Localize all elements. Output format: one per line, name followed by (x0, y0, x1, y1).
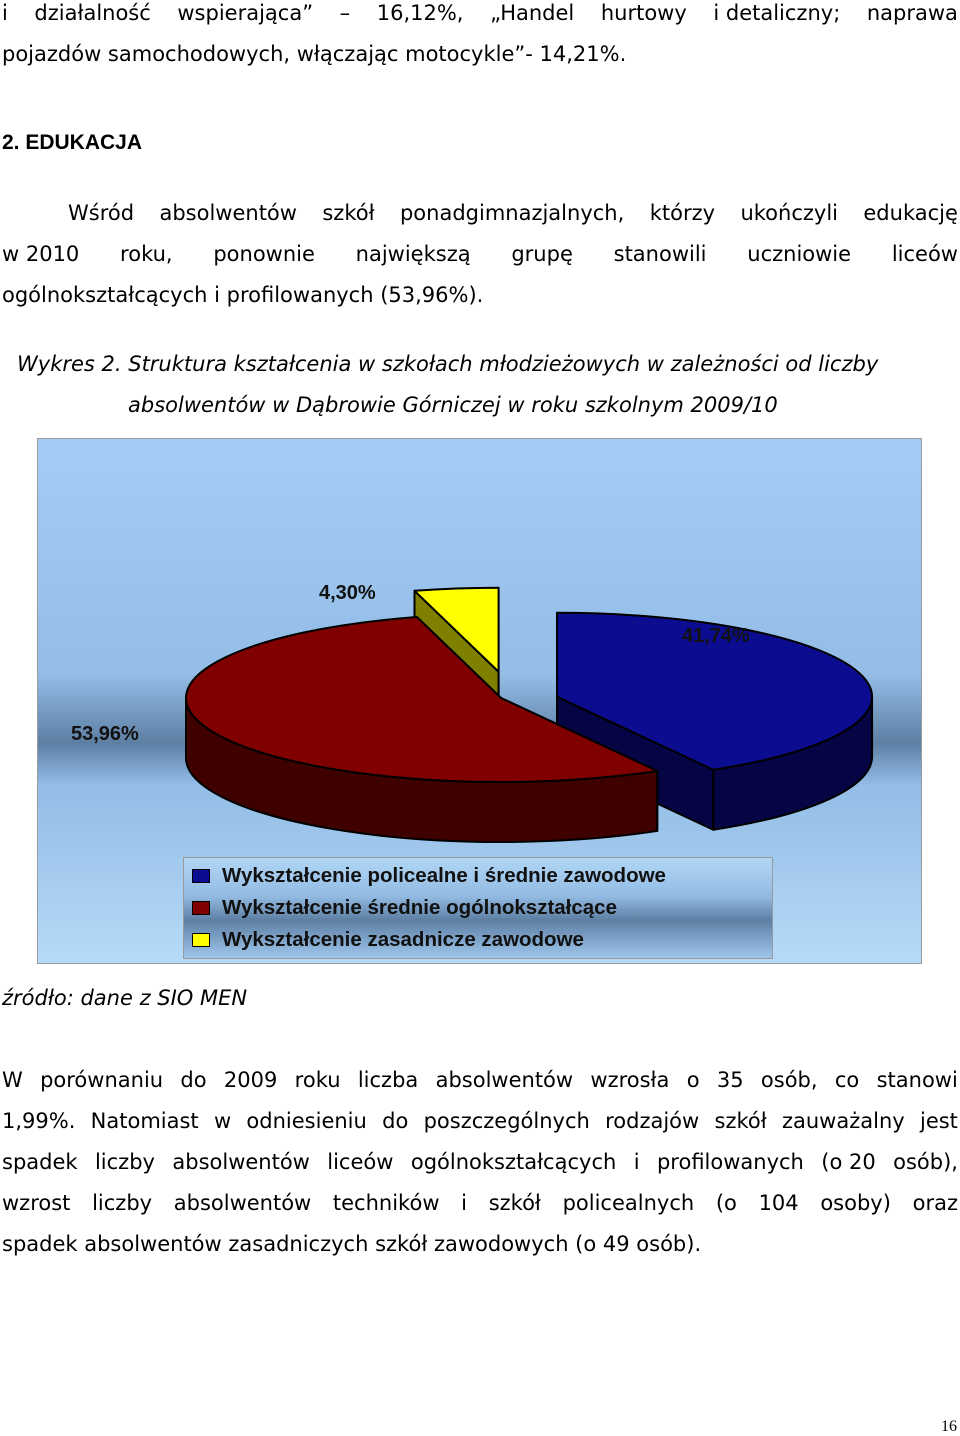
word: W (2, 1068, 23, 1092)
word: – (339, 1, 351, 25)
word: 35 (716, 1068, 744, 1092)
word: ukończyli (740, 201, 838, 225)
chart-legend (183, 857, 773, 959)
word: porównaniu (40, 1068, 164, 1092)
word: uczniowie (747, 242, 852, 266)
word: o (686, 1068, 700, 1092)
data-label-yellow-slice: 4,30% (319, 582, 376, 604)
word: roku (294, 1068, 341, 1092)
legend-label: Wykształcenie policealne i średnie zawodowe (222, 864, 666, 887)
para1-line-3: ogólnokształcących i profilowanych (53,96%). (2, 283, 484, 307)
word: wspierająca” (177, 1, 314, 25)
word: szkół (714, 1109, 767, 1133)
word: naprawa (866, 1, 958, 25)
word: liczby (92, 1191, 153, 1215)
word: którzy (649, 201, 716, 225)
word: Natomiast (90, 1109, 199, 1133)
word: do (382, 1109, 409, 1133)
word: profilowanych (656, 1150, 804, 1174)
legend-item-policealne (192, 863, 666, 889)
word: co (834, 1068, 860, 1092)
word: (o (715, 1191, 737, 1215)
word: i (633, 1150, 640, 1174)
word: w (213, 1109, 232, 1133)
word: odniesieniu (246, 1109, 367, 1133)
intro-line-1 (2, 0, 958, 26)
word: osób, (760, 1068, 818, 1092)
data-label-red-slice: 53,96% (71, 723, 139, 745)
word: 104 (758, 1191, 799, 1215)
word: liceów (327, 1150, 394, 1174)
word: ponownie (213, 242, 315, 266)
word: poszczególnych (423, 1109, 590, 1133)
word: jest (919, 1109, 958, 1133)
word: i (461, 1191, 468, 1215)
legend-swatch-yellow (192, 933, 210, 947)
word: absolwentów (435, 1068, 574, 1092)
intro-line-2: pojazdów samochodowych, włączając motocykle”- 14,21%. (2, 42, 627, 66)
word: (o 20 (821, 1150, 876, 1174)
legend-item-zasadnicze (192, 927, 584, 953)
legend-item-ogolnoksztalcace (192, 895, 617, 921)
figure-caption-line-2: absolwentów w Dąbrowie Górniczej w roku szkolnym 2009/10 (128, 393, 778, 417)
word: wzrosła (590, 1068, 670, 1092)
word: Wśród (68, 201, 135, 225)
para2-line-5: spadek absolwentów zasadniczych szkół zawodowych (o 49 osób). (2, 1232, 702, 1256)
word: wzrost (2, 1191, 71, 1215)
word: oraz (912, 1191, 958, 1215)
word: zauważalny (781, 1109, 905, 1133)
word: spadek (2, 1150, 78, 1174)
word: „Handel (490, 1, 575, 25)
legend-swatch-maroon (192, 901, 210, 915)
para2-line-4 (2, 1190, 958, 1216)
word: grupę (511, 242, 573, 266)
word: działalność (34, 1, 151, 25)
word: 1,99%. (2, 1109, 76, 1133)
word: 2009 (223, 1068, 278, 1092)
word: i (2, 1, 8, 25)
word: rodzajów (605, 1109, 700, 1133)
word: w 2010 (2, 242, 80, 266)
data-label-blue-slice: 41,74% (682, 625, 750, 647)
legend-label: Wykształcenie zasadnicze zawodowe (222, 928, 584, 951)
para1-line-1 (68, 200, 958, 226)
word: osób), (893, 1150, 958, 1174)
figure-caption-line-1: Wykres 2. Struktura kształcenia w szkołach młodzieżowych w zależności od liczby (17, 352, 879, 376)
word: 16,12%, (376, 1, 464, 25)
legend-swatch-navy (192, 869, 210, 883)
word: największą (355, 242, 471, 266)
para2-line-1 (2, 1067, 958, 1093)
word: techników (332, 1191, 440, 1215)
word: liceów (891, 242, 958, 266)
word: liczba (357, 1068, 419, 1092)
word: szkół (322, 201, 375, 225)
word: szkół (488, 1191, 541, 1215)
word: hurtowy (600, 1, 687, 25)
figure-source: źródło: dane z SIO MEN (2, 986, 248, 1010)
word: liczby (94, 1150, 155, 1174)
para2-line-2 (2, 1108, 958, 1134)
page-number: 16 (941, 1418, 957, 1435)
word: stanowili (613, 242, 707, 266)
word: policealnych (562, 1191, 695, 1215)
word: absolwentów (172, 1150, 310, 1174)
word: osoby) (820, 1191, 891, 1215)
legend-label: Wykształcenie średnie ogólnokształcące (222, 896, 617, 919)
para2-line-3 (2, 1149, 958, 1175)
para1-line-2 (2, 241, 958, 267)
word: i detaliczny; (713, 1, 841, 25)
pie-chart (37, 438, 922, 964)
word: roku, (120, 242, 173, 266)
section-heading: 2. EDUKACJA (2, 131, 143, 154)
word: ogólnokształcących (410, 1150, 617, 1174)
word: absolwentów (173, 1191, 312, 1215)
word: absolwentów (159, 201, 297, 225)
word: edukację (863, 201, 958, 225)
word: ponadgimnazjalnych, (399, 201, 625, 225)
word: stanowi (876, 1068, 958, 1092)
word: do (180, 1068, 207, 1092)
